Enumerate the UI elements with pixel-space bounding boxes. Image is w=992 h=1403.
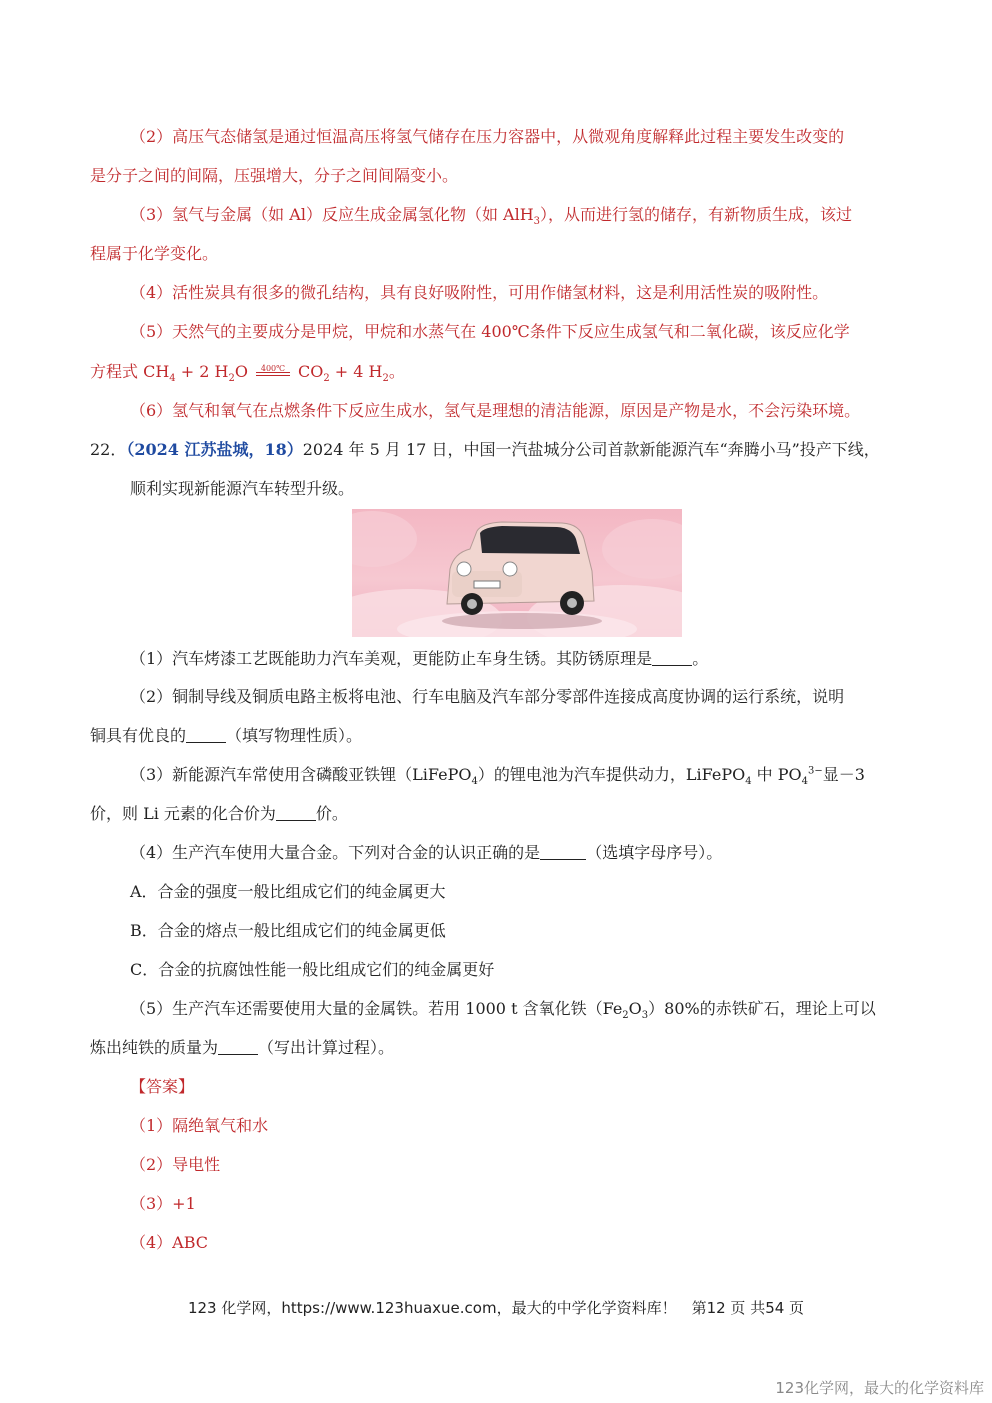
question-source: （2024 江苏盐城，18） <box>126 440 303 459</box>
answer-2-line-2: 是分子之间的间隔，压强增大，分子之间间隔变小。 <box>90 166 459 185</box>
answer-blank-5 <box>218 1040 258 1055</box>
question-5-line-2: 炼出纯铁的质量为 （写出计算过程）。 <box>90 1038 395 1057</box>
page-footer: 123 化学网，https://www.123huaxue.com，最大的中学化学资料库！ 第12 页 共54 页 <box>187 1299 805 1317</box>
option-c: C．合金的抗腐蚀性能一般比组成它们的纯金属更好 <box>130 960 495 979</box>
answer-1: （1）隔绝氧气和水 <box>130 1116 269 1135</box>
car-photo <box>352 509 682 637</box>
answer-3: （3）+1 <box>130 1194 196 1213</box>
question-1: （1）汽车烤漆工艺既能助力汽车美观，更能防止车身生锈。其防锈原理是 。 <box>130 649 709 668</box>
question-2-line-2: 铜具有优良的 （填写物理性质）。 <box>90 726 363 745</box>
answer-2-line-1: （2）高压气态储氢是通过恒温高压将氢气储存在压力容器中，从微观角度解释此过程主要发生改变的 <box>130 127 845 146</box>
answer-blank-3 <box>276 806 316 821</box>
answer-5-equation: 方程式 $CH_4 + 2$ $H_2O$ 400℃ $CO_2 + 4$ $H_2$。 <box>90 362 405 385</box>
question-22-stem-line-2: 顺利实现新能源汽车转型升级。 <box>130 479 355 498</box>
answer-blank-4 <box>540 845 586 860</box>
answer-3-line-2: 程属于化学变化。 <box>90 244 219 263</box>
answer-3-line-1: （3）氢气与金属（如 Al）反应生成金属氢化物（如 AlH$_3$），从而进行氢的储存，有新物质生成，该过 <box>130 205 853 228</box>
answer-4-final: （4）ABC <box>130 1233 209 1252</box>
answer-blank-2 <box>186 728 226 743</box>
question-5-line-1: （5）生产汽车还需要使用大量的金属铁。若用 1000 t 含氧化铁$(Fe_2O_3)80\%$的赤铁矿石，理论上可以 <box>130 999 876 1022</box>
answer-2: （2）导电性 <box>130 1155 221 1174</box>
answer-5-line-1: （5）天然气的主要成分是甲烷，甲烷和水蒸气在 400℃条件下反应生成氢气和二氧化碳，该反应化学 <box>130 322 850 341</box>
watermark: 123化学网，最大的化学资料库 <box>775 1379 984 1397</box>
answer-4: （4）活性炭具有很多的微孔结构，具有良好吸附性，可用作储氢材料，这是利用活性炭的吸附性。 <box>130 283 829 302</box>
answer-heading: 【答案】 <box>130 1077 195 1096</box>
reaction-condition: 400℃ <box>256 363 290 379</box>
question-4: （4）生产汽车使用大量合金。下列对合金的认识正确的是 （选填字母序号）。 <box>130 843 723 862</box>
answer-blank-1 <box>652 651 692 666</box>
answer-6: （6）氢气和氧气在点燃条件下反应生成水，氢气是理想的清洁能源，原因是产物是水，不会污染环境。 <box>130 401 861 420</box>
question-22-stem-line-1: 22．（2024 江苏盐城，18）2024 年 5 月 17 日，中国一汽盐城分公司首款新能源汽车“奔腾小马”投产下线， <box>90 440 880 459</box>
option-a: A．合金的强度一般比组成它们的纯金属更大 <box>130 882 446 901</box>
question-3-line-1: （3）新能源汽车常使用含磷酸亚铁锂（LiFePO$_4$）的锂电池为汽车提供动力，LiFePO$_4$ 中 $PO_4^{3-}$显－3 <box>130 765 865 788</box>
question-3-line-2: 价，则 Li 元素的化合价为 价。 <box>90 804 348 823</box>
option-b: B．合金的熔点一般比组成它们的纯金属更低 <box>130 921 446 940</box>
question-2-line-1: （2）铜制导线及铜质电路主板将电池、行车电脑及汽车部分零部件连接成高度协调的运行系统，说明 <box>130 687 845 706</box>
